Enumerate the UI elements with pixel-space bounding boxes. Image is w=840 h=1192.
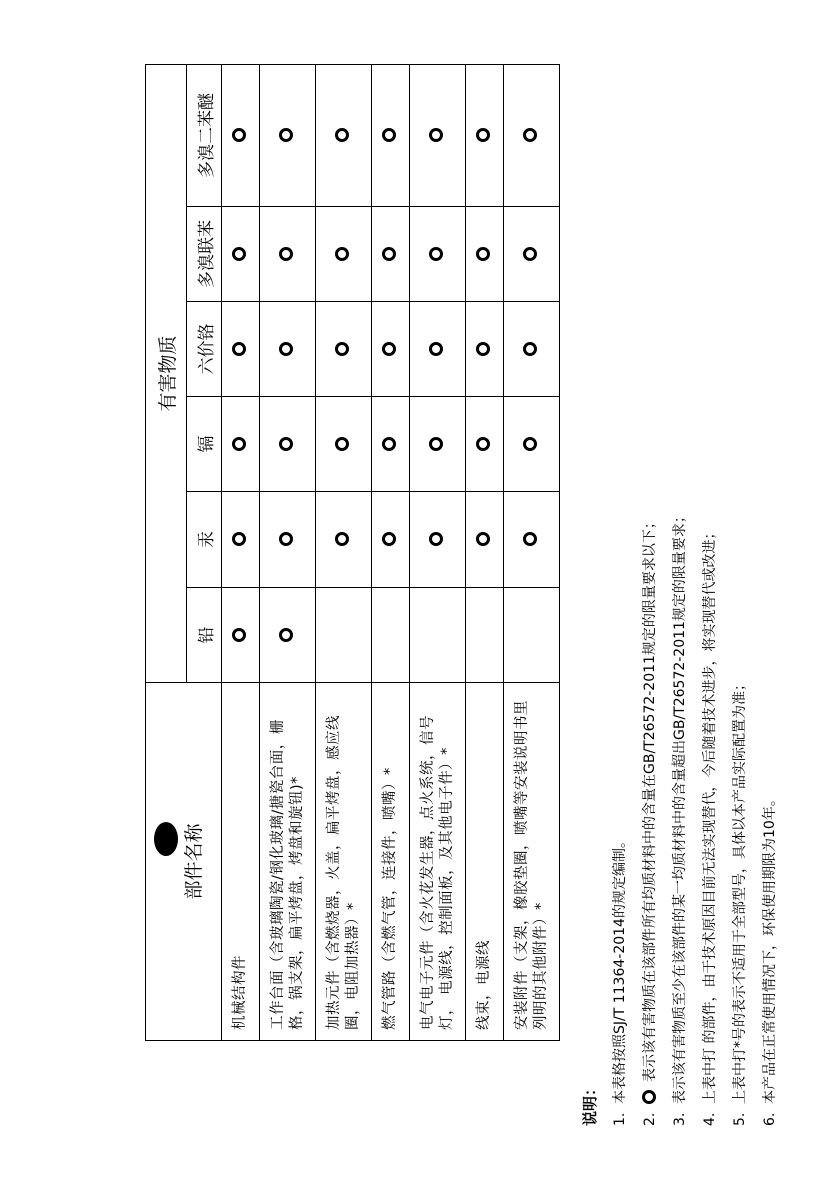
table-body xyxy=(222,64,560,1040)
note-text: 本表格按照SJ/T 11364-2014的规定编制。 xyxy=(612,834,628,1104)
note-item xyxy=(635,16,665,1126)
hazard-header: 有害物质 xyxy=(146,64,187,682)
substance-mark-cell xyxy=(410,302,466,397)
substance-mark-cell xyxy=(222,492,260,588)
table-row xyxy=(466,64,504,1040)
substance-mark-cell xyxy=(372,397,410,492)
part-name-cell: 机械结构件 xyxy=(222,683,260,1041)
substance-mark-cell xyxy=(372,492,410,588)
part-name-cell: 线束，电源线 xyxy=(466,683,504,1041)
compliance-ring-icon xyxy=(382,437,396,451)
substance-mark-cell xyxy=(504,492,560,588)
compliance-ring-icon xyxy=(232,437,246,451)
compliance-ring-icon xyxy=(476,437,490,451)
part-name-header: 部件名称 xyxy=(183,823,205,900)
substance-mark-cell xyxy=(316,302,372,397)
substance-mark-cell xyxy=(504,588,560,683)
compliance-ring-icon xyxy=(523,437,537,451)
substance-mark-cell xyxy=(504,302,560,397)
substance-header: 镉 xyxy=(187,397,222,492)
note-text: 表示该有害物质至少在该部件的某一均质材料中的含量超出GB/T26572-2011规定的限量要求； xyxy=(672,509,688,1104)
substance-mark-cell xyxy=(466,207,504,302)
table-row xyxy=(504,64,560,1040)
substance-header: 汞 xyxy=(187,492,222,588)
substance-mark-cell xyxy=(316,207,372,302)
compliance-ring-icon xyxy=(279,342,293,356)
hazardous-substance-table xyxy=(145,64,560,1041)
substance-mark-cell xyxy=(410,64,466,206)
part-name-cell: 加热元件（含燃烧器，火盖，扁平烤盘，感应线圈，电阻加热器）* xyxy=(316,683,372,1041)
table-row xyxy=(372,64,410,1040)
substance-mark-cell xyxy=(222,302,260,397)
substance-header: 六价铬 xyxy=(187,302,222,397)
compliance-ring-icon xyxy=(232,128,246,142)
compliance-ring-icon xyxy=(382,533,396,547)
compliance-ring-icon xyxy=(523,342,537,356)
compliance-ring-icon xyxy=(429,247,443,261)
substance-mark-cell xyxy=(466,492,504,588)
substance-mark-cell xyxy=(466,302,504,397)
substance-mark-cell xyxy=(466,588,504,683)
substance-mark-cell xyxy=(222,64,260,206)
substance-mark-cell xyxy=(372,207,410,302)
note-item xyxy=(725,16,755,1126)
compliance-ring-icon xyxy=(476,342,490,356)
substance-mark-cell xyxy=(260,588,316,683)
substance-header: 铅 xyxy=(187,588,222,683)
note-text: 表示该有害物质在该部件所有均质材料中的含量在GB/T26572-2011规定的限量要求以下； xyxy=(635,515,665,1104)
substance-mark-cell xyxy=(222,397,260,492)
compliance-ring-icon xyxy=(382,128,396,142)
note-number: 2. xyxy=(642,1112,658,1126)
compliance-ring-icon xyxy=(476,533,490,547)
substance-mark-cell xyxy=(372,588,410,683)
substance-mark-cell xyxy=(260,492,316,588)
compliance-ring-icon xyxy=(523,533,537,547)
note-item xyxy=(695,16,725,1126)
compliance-ring-icon xyxy=(279,128,293,142)
table-row xyxy=(260,64,316,1040)
note-text: 上表中打 的部件，由于技术原因目前无法实现替代，今后随着技术进步，将实现替代或改进； xyxy=(702,525,718,1104)
substance-mark-cell xyxy=(316,397,372,492)
substance-mark-cell xyxy=(372,302,410,397)
substance-mark-cell xyxy=(316,588,372,683)
substance-mark-cell xyxy=(410,588,466,683)
compliance-ring-icon xyxy=(642,1090,656,1104)
note-number: 5. xyxy=(732,1112,748,1126)
compliance-ring-icon xyxy=(335,128,349,142)
substance-mark-cell xyxy=(222,588,260,683)
compliance-ring-icon xyxy=(279,533,293,547)
substance-mark-cell xyxy=(316,492,372,588)
compliance-ring-icon xyxy=(279,247,293,261)
compliance-ring-icon xyxy=(382,342,396,356)
substance-mark-cell xyxy=(260,302,316,397)
note-number: 4. xyxy=(702,1112,718,1126)
compliance-ring-icon xyxy=(523,247,537,261)
substance-mark-cell xyxy=(260,207,316,302)
part-name-cell: 工作台面（含玻璃陶瓷/钢化玻璃/搪瓷台面，栅格，锅支架，扁平烤盘，烤盘和旋钮)* xyxy=(260,683,316,1041)
substance-mark-cell xyxy=(466,64,504,206)
compliance-ring-icon xyxy=(335,437,349,451)
note-item xyxy=(665,16,695,1126)
compliance-ring-icon xyxy=(279,628,293,642)
compliance-ring-icon xyxy=(335,247,349,261)
table-row xyxy=(410,64,466,1040)
substance-mark-cell xyxy=(504,64,560,206)
substance-mark-cell xyxy=(504,207,560,302)
notes-heading: 说明： xyxy=(581,1080,599,1126)
table-row xyxy=(222,64,260,1040)
compliance-ring-icon xyxy=(232,533,246,547)
substance-mark-cell xyxy=(316,64,372,206)
substance-mark-cell xyxy=(260,397,316,492)
compliance-ring-icon xyxy=(429,437,443,451)
substance-mark-cell xyxy=(410,207,466,302)
note-text: 上表中打*号的表示不适用于全部型号，具体以本产品实际配置为准； xyxy=(732,677,748,1104)
note-number: 6. xyxy=(762,1112,778,1126)
compliance-ring-icon xyxy=(429,128,443,142)
part-name-cell: 安装附件（支架，橡胶垫圈，喷嘴等安装说明书里列明的其他附件）* xyxy=(504,683,560,1041)
part-name-cell: 燃气管路（含燃气管，连接件，喷嘴）* xyxy=(372,683,410,1041)
black-dot-icon xyxy=(154,822,178,856)
part-name-header-cell xyxy=(146,683,222,1041)
notes-section xyxy=(575,16,785,1126)
compliance-ring-icon xyxy=(232,628,246,642)
compliance-ring-icon xyxy=(335,533,349,547)
compliance-ring-icon xyxy=(429,533,443,547)
substance-mark-cell xyxy=(466,397,504,492)
substance-mark-cell xyxy=(372,64,410,206)
substance-mark-cell xyxy=(410,492,466,588)
part-name-cell: 电气电子元件（含火花发生器，点火系统，信号灯， 电源线，控制面板，及其他电子件）* xyxy=(410,683,466,1041)
note-item xyxy=(755,16,785,1126)
note-number: 1. xyxy=(612,1112,628,1126)
substance-mark-cell xyxy=(260,64,316,206)
table-row xyxy=(316,64,372,1040)
compliance-ring-icon xyxy=(476,247,490,261)
substance-mark-cell xyxy=(410,397,466,492)
note-item xyxy=(605,16,635,1126)
note-text: 本产品在正常使用情况下，环保使用期限为10年。 xyxy=(762,792,778,1104)
substance-mark-cell xyxy=(222,207,260,302)
compliance-ring-icon xyxy=(523,128,537,142)
compliance-ring-icon xyxy=(232,342,246,356)
compliance-ring-icon xyxy=(429,342,443,356)
compliance-ring-icon xyxy=(476,128,490,142)
substance-mark-cell xyxy=(504,397,560,492)
compliance-ring-icon xyxy=(279,437,293,451)
note-number: 3. xyxy=(672,1112,688,1126)
substance-header: 多溴二苯醚 xyxy=(187,64,222,206)
compliance-ring-icon xyxy=(232,247,246,261)
compliance-ring-icon xyxy=(335,342,349,356)
notes-list xyxy=(605,16,785,1126)
substance-header: 多溴联苯 xyxy=(187,207,222,302)
compliance-ring-icon xyxy=(382,247,396,261)
